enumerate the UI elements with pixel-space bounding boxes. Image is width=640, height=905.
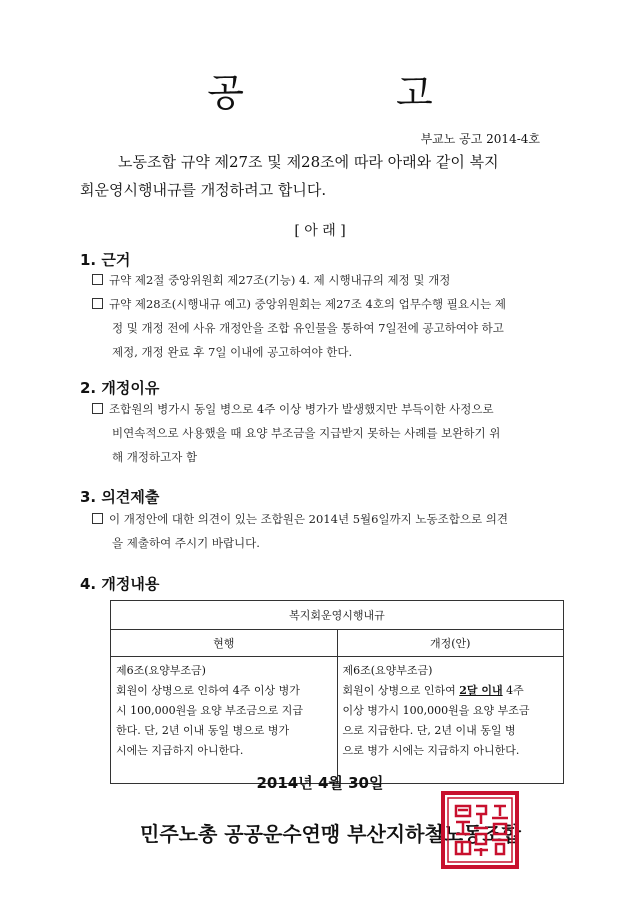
table-caption: 복지회운영시행내규 [111, 601, 564, 630]
current-line: 시 100,000원을 요양 부조금으로 지급 [116, 704, 303, 717]
current-line: 회원이 상병으로 인하여 4주 이상 병가 [116, 684, 300, 697]
section-2-item-1-line-3: 해 개정하고자 함 [112, 450, 198, 464]
section-1-item-2 [92, 292, 568, 364]
current-line: 시에는 지급하지 아니한다. [116, 744, 244, 757]
checkbox-icon [92, 403, 103, 414]
section-3-heading: 3. 의견제출 [80, 488, 160, 506]
section-3-item-1-line-2: 을 제출하여 주시기 바랍니다. [112, 536, 260, 550]
revised-line: 이상 병가시 100,000원을 요양 부조금 [342, 704, 530, 717]
current-line: 제6조(요양부조금) [116, 664, 206, 677]
section-2-item-1-line-2: 비연속적으로 사용했을 때 요양 부조금을 지급받지 못하는 사례를 보완하기 위 [112, 426, 501, 440]
revised-line: 으로 병가 시에는 지급하지 아니한다. [342, 744, 520, 757]
section-3-item-1 [92, 507, 568, 555]
section-1-item-1 [92, 268, 568, 292]
section-4-heading: 4. 개정내용 [80, 575, 160, 593]
revised-line-part: 4주 [502, 684, 524, 697]
page-title: 공 고 [207, 71, 503, 115]
document-number: 부교노 공고 2014-4호 [420, 132, 540, 146]
revised-line: 제6조(요양부조금) [342, 664, 433, 677]
section-1-heading: 1. 근거 [80, 251, 131, 269]
intro-paragraph [80, 148, 560, 204]
intro-line-2: 회운영시행내규를 개정하려고 합니다. [80, 181, 327, 199]
section-1-item-2-line-3: 제정, 개정 완료 후 7일 이내에 공고하여야 한다. [112, 345, 353, 359]
checkbox-icon [92, 298, 103, 309]
revised-line: 으로 지급한다. 단, 2년 이내 동일 병 [342, 724, 516, 737]
section-1-item-2-line-1: 규약 제28조(시행내규 예고) 중앙위원회는 제27조 4호의 업무수행 필요시는 제 [109, 297, 506, 311]
organization-name: 민주노총 공공운수연맹 부산지하철노동조합 [140, 822, 522, 846]
section-2-heading: 2. 개정이유 [80, 379, 160, 397]
section-2-item-1 [92, 397, 568, 469]
section-2-item-1-line-1: 조합원의 병가시 동일 병으로 4주 이상 병가가 발생했지만 부득이한 사정으로 [109, 402, 494, 416]
revised-line-part: 회원이 상병으로 인하여 [342, 684, 460, 697]
revised-text-cell [337, 657, 564, 784]
current-text-cell [111, 657, 338, 784]
intro-line-1: 노동조합 규약 제27조 및 제28조에 따라 아래와 같이 복지 [118, 153, 499, 171]
revised-emphasis: 2달 이내 [459, 684, 503, 697]
below-marker: [ 아 래 ] [294, 223, 346, 239]
revision-table [110, 600, 564, 784]
section-1-item-1-text: 규약 제2절 중앙위원회 제27조(기능) 4. 제 시행내규의 제정 및 개정 [109, 273, 451, 287]
checkbox-icon [92, 274, 103, 285]
column-header-current: 현행 [111, 630, 338, 657]
current-line: 한다. 단, 2년 이내 동일 병으로 병가 [116, 724, 290, 737]
revised-line [343, 681, 559, 701]
notice-date: 2014년 4월 30일 [256, 774, 384, 792]
section-1-item-2-line-2: 정 및 개정 전에 사유 개정안을 조합 유인물을 통하여 7일전에 공고하여야 하고 [112, 321, 504, 335]
section-3-item-1-line-1: 이 개정안에 대한 의견이 있는 조합원은 2014년 5월6일까지 노동조합으로 의견 [109, 512, 508, 526]
union-seal-stamp [440, 790, 520, 870]
checkbox-icon [92, 513, 103, 524]
column-header-revised: 개정(안) [337, 630, 564, 657]
